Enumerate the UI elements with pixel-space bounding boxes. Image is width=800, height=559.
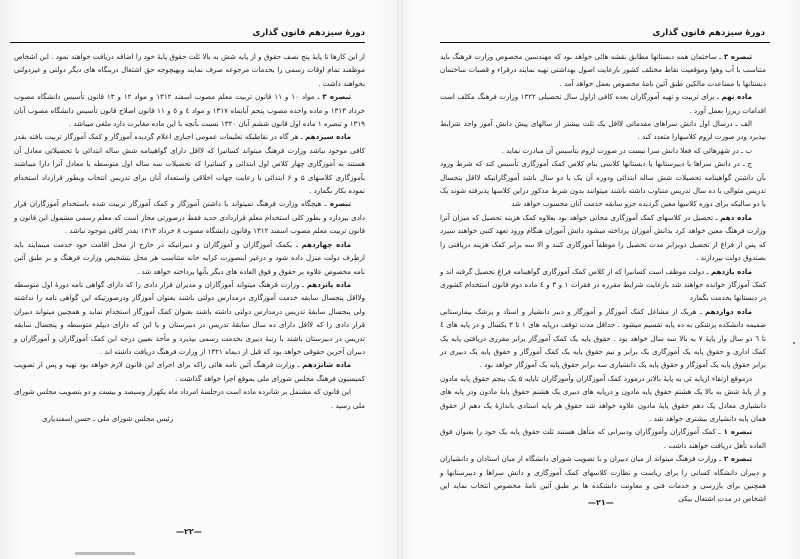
paragraph-article-9: ماده نهم ـ برای تربیت و تهیه آموزگاران بعده کافی ازاول سال تحصیلی ۱۳۲۲ وزارت فرهنگ مکلف است اقدامات زیررا بعمل آورد . <box>440 92 766 115</box>
paragraph-note-3: تبصره ۳ ـ ساختمان همه دبستانها مطابق نقشه هائی خواهد بود که مهندسین مخصوص وزارت فرهنگ باید متناسب با آب وهوا وموقعیت نقاط مختلف کشور بارعایت اصول بهداشتی تهیه نمایند درقراء و قصبات ساختمان دبستانها با مساعدت مالکین طبق آئین نامهٔ مخصوص بعمل خواهد آمد . <box>440 52 766 88</box>
header-rule <box>440 42 770 43</box>
paragraph: از این کارها تا پایهٔ پنج نصف حقوق و از پایه شش به بالا ثلث حقوق پایهٔ خود را اضافه دریافت خواهند نمود . این اشخاص موظفند تمام اوقات رسمی را بخدمات مرجوعه صرف نمایند وبهیچوجه حق اشتغال دربنگاه های دیگر دولتی و غیردولتی نخواهند داشت . <box>14 52 365 88</box>
paragraph-note: تبصره ـ هیچگاه وزارت فرهنگ نمیتواند با داشتن آموزگار و کمک آموزگار تربیت شده باستخدام آموزگاران قرار دادی بپردازد و بطور کلی استخدام معلم قراردادی جدید فقط درصورتی مجاز است که معلم رسمی مشمول این قانون و قانون تربیت معلم مصوب اسفند ۱۳۱۲ وقانون دانشگاه مصوب ۸ خرداد ۱۳۱۳ بقدر کافی موجود نباشد . <box>14 199 365 236</box>
article-label: ماده دهم <box>720 212 752 222</box>
paragraph-note-1: تبصره ۱ ـ کمک آموزگاران وآموزگاران ودبیرانی که متأهل هستند ثلث حقوق پایه یک خود را بعنوان فوق العاده تأهل دریافت خواهند داشت . <box>440 427 766 450</box>
paragraph-note-2: تبصره ۲ ـ وزارت فرهنگ میتواند از میان دبیران و با تصویب شورای دانشگاه از میان استادان و دانشیاران و دبیران دانشگاه کسانی را برای ریاست و نظارت کلاسهای کمک آموزگاری و دانش سراها و دبیرستانها و همچنین برای بازرسی و خدمات فنی و معاونت دانشکده ها بر طبق آئین نامهٔ مخصوص انتخاب نماید این اشخاص در مدت اشتغال بیکی <box>440 454 766 504</box>
page-number: —۲۲— <box>176 527 202 536</box>
article-label: ماده شانزدهم <box>302 360 351 370</box>
article-label: ماده دوازدهم <box>705 306 752 316</box>
paragraph-article-11: ماده یازدهم ـ دولت موظف است کسانیرا که از کلاس کمک آموزگاری گواهینامه فراغ تحصیل گرفته اند و کمک آموزگار خوانده خواهند شد بارعایت شرایط مقرره در فقرات ۱ و ۳ و ٤ ماده دوم قانون استخدام کشوری در دبستانها بخدمت بگمارد <box>440 266 767 303</box>
paragraph-note-3: تبصره ۳ ـ مواد ۱۰ و ۱۱ قانون تربیت معلم مصوب اسفند ۱۳۱۲ و مواد ۱۲ و ۱۳ قانون تأسیس دانشگاه مصوب خرداد ۱۳۱۳ و ماده واحده مصوب پنجم آبانماه ۱۳۱۷ و مواد ٤ و ٥ و ۱۱ قانون اصلاح قانون تأسیس دانشگاه مصوب آبان ۱۳۱۹ و تبصره ۱ ماده اول قانون ششم آبان ۱۳۲۰ نسبت بآنچه با این ماده مغایرت دارد ملغی میباشد . <box>14 92 366 129</box>
paragraph-closing: این قانون که مشتمل بر شانزده ماده است درجلسهٔ امرداد ماه یکهزار وسیصد و بیست و دو بتصویب مجلس شورای ملی رسید . <box>14 387 365 410</box>
note-label: تبصره ۱ <box>723 427 753 437</box>
paragraph-promotion: درموقع ارتقاء ازپایه ئی به پایهٔ بالاتر درمورد کمک آموزگاران وآموزگاران تاپایه ۵ یک پنجم حقوق پایه مادون و از پایهٔ شش به بالا یک هشتم حقوق پایه مادون و درپایه های دبیری یک هشتم حقوق پایهٔ مادون ودر پایه های دانشیاری معادل یک دهم حقوق پایهٔ مادون علاوه خواهد شد حقوق هر پایه استادی باندازهٔ یک دهم از حقوق همان پایه دانشیاری بیشتری خواهد شد . <box>440 373 766 423</box>
running-header: دورهٔ سیزدهم قانون گذاری <box>652 28 765 38</box>
page-body <box>440 50 766 506</box>
right-page <box>400 0 800 559</box>
paragraph-article-15: ماده پانزدهم ـ وزارت فرهنگ میتواند آموزگاران و مدیران قرار دادی را که دارای گواهی نامه دورهٔ اول متوسطه ولااقل پنجسال سابقه خدمت آموزگاری درمدارس دولتی باشند بعنوان آموزگار ودرصورتیکه این گواهی نامه را نداشته ولی پنجسال سابقهٔ تدریس درمدارس دولتی داشته باشند بعنوان کمک آموزگار استخدام نماید و همچنین میتواند دبیران قرار دادی را که لااقل دارای ده سال سابقهٔ تدریس در دبیرستان و یا این که دارای دیپلم متوسطه و پنجسال سابقه تدریس در دبیرستان باشند با رتبهٔ دبیری بخدمت رسمی بپذیرد و مأخذ تعیین درجه این کمک آموزگاران و آموزگاران و دبیران آخرین حقوقی خواهد بود که قبل از دیماه ۱۳۲۱ از وزارت فرهنگ دریافت داشته اند . <box>14 279 365 356</box>
note-label: تبصره ۳ <box>322 92 352 102</box>
note-label: تبصره ۳ <box>723 52 753 61</box>
page-number: —۲۱— <box>588 498 614 507</box>
note-label: تبصره ۲ <box>723 454 752 464</box>
signature: رئیس مجلس شورای ملی ـ حسن اسفندیاری <box>42 413 174 423</box>
paragraph-article-13: ماده سیزدهم ـ هر گاه در نقاطیکه تعلیمات عمومی اجباری اعلام گردیده آموزگار و کمک آموزگار تربیت یافته بقدر کافی موجود نباشد وزارت فرهنگ میتواند کسانیرا که لااقل دارای گواهینامه شش ساله ابتدائی یا تحصیلاتی معادل آن هستند به آموزگاری چهار کلاس اول ابتدائی و کسانیرا که تحصیلات سه ساله اول متوسطه یا معادل آنرا دارا میباشند بآموزگاری کلاسهای ۵ و ۶ ابتدائی با رعایت جهات اخلاقی واستعداد آنان برای تدریس انتخاب وبطور قرارداد استخدام نموده بکار بگمارد . <box>14 132 366 196</box>
book-gutter <box>397 0 403 559</box>
paragraph-article-14: ماده چهاردهم ـ بکمک آموزگاران و آموزگاران و دبیرانیکه در خارج از محل اقامت خود خدمت مینمایند باید ازطرف دولت منزل داده شود و درغیر اینصورت کرایه خانه متناسب هر محل بتشخیص وزارت فرهنگ و بر طبق آئین نامه مخصوص علاوه بر حقوق و فوق العاده های دیگر بآنها پرداخته خواهد شد . <box>14 239 365 276</box>
article-label: ماده چهاردهم <box>301 239 351 249</box>
scan-speck <box>793 342 795 344</box>
signature-line <box>14 412 365 425</box>
note-label: تبصره <box>329 199 351 209</box>
article-label: ماده نهم <box>721 92 752 102</box>
article-label: ماده یازدهم <box>711 266 752 276</box>
paragraph-article-12: ماده دوازدهم ـ هریک از مشاغل کمک آموزگار و آموزگار و دبیر دانشیار و استاد و پزشک بیمارستانی ضمیمه دانشکده پزشکی به ده پایه تقسیم میشود . حداقل مدت توقف درپایه های ۱ تا ۳ یکسال و در پایه های ٤ تا ٦ دو سال واز پایهٔ ۷ به بالا سه سال خواهد بود . حقوق پایه یک کمک آموزگار برابر مقرری دریافتی پایه یک کمک اداری و حقوق پایه یک آموزگاری یک برابر و نیم حقوق پایه یک کمک آموزگار و حقوق پایه یک دبیری در برابر حقوق پایه یک آموزگار و حقوق پایه یک دانشیاری سه برابر حقوق پایه یک آموزگار خواهد بود . <box>440 306 767 370</box>
article-label: ماده پانزدهم <box>306 279 351 289</box>
paragraph-clause-a: الف ـ درسال اول دانش سراهای مقدماتی لااقل یک ثلث بیشتر از سالهای پیش دانش آموز واجد شرایط بپذیرد ودر صورت لزوم کلاسهارا متعدد کند . <box>440 119 766 142</box>
header-rule <box>10 42 365 43</box>
paragraph-clause-c: ج ـ در دانش سراها یا دبیرستانها یا دبستانها کلاسی بنام کلاس کمک آموزگاری تأسیس کند که شرط ورود بآن داشتن گواهینامه تحصیلات شش ساله ابتدائی ودوره آن یک یا دو سال باشد آموزگارانیکه لااقل پنجسال تدریس متوالی یا ده سال تدریس متناوب داشته باشند میتوانند بدون شرط مذکور دراین کلاسها پذیرفته شوند یک یا دو سالیکه برای دوره کلاسها معین گردیده جزو سابقه خدمت آنان محسوب خواهد شد <box>440 159 766 209</box>
paragraph-article-10: ماده دهم ـ تحصیل در کلاسهای کمک آموزگاری مجانی خواهد بود بعلاوه کمک هزینه تحصیل که میزان آنرا وزارت فرهنگ معین خواهد کرد بدانش آموزان پرداخته میشود دانش آموزان هنگام ورود تعهد کتبی خواهند سپرد که پس از فراغ از تحصیل دوبرابر مدت تحصیل را موظفاً آموزگاری کنند و الا سه برابر کمک هزینه دریافتی را بصندوق دولت بپردازند . <box>440 212 766 263</box>
paragraph-article-16: ماده شانزدهم ـ وزارت فرهنگ آئین نامه هائی راکه برای اجرای این قانون لازم خواهد بود تهیه و پس از تصویب کمیسیون فرهنگ مجلس شورای ملی بموقع اجرا خواهد گذاشت . <box>14 360 365 383</box>
article-label: ماده سیزدهم <box>305 132 351 142</box>
paragraph-clause-b: ب ـ در شهرهائی که فعلا دانش سرا نیست در صورت لزوم بتأسیس آن مبادرت نماید . <box>501 145 752 155</box>
running-header: دورهٔ سیزدهم قانون گذاری <box>252 28 365 38</box>
page-body <box>14 50 365 425</box>
scan-artifact <box>75 552 135 555</box>
